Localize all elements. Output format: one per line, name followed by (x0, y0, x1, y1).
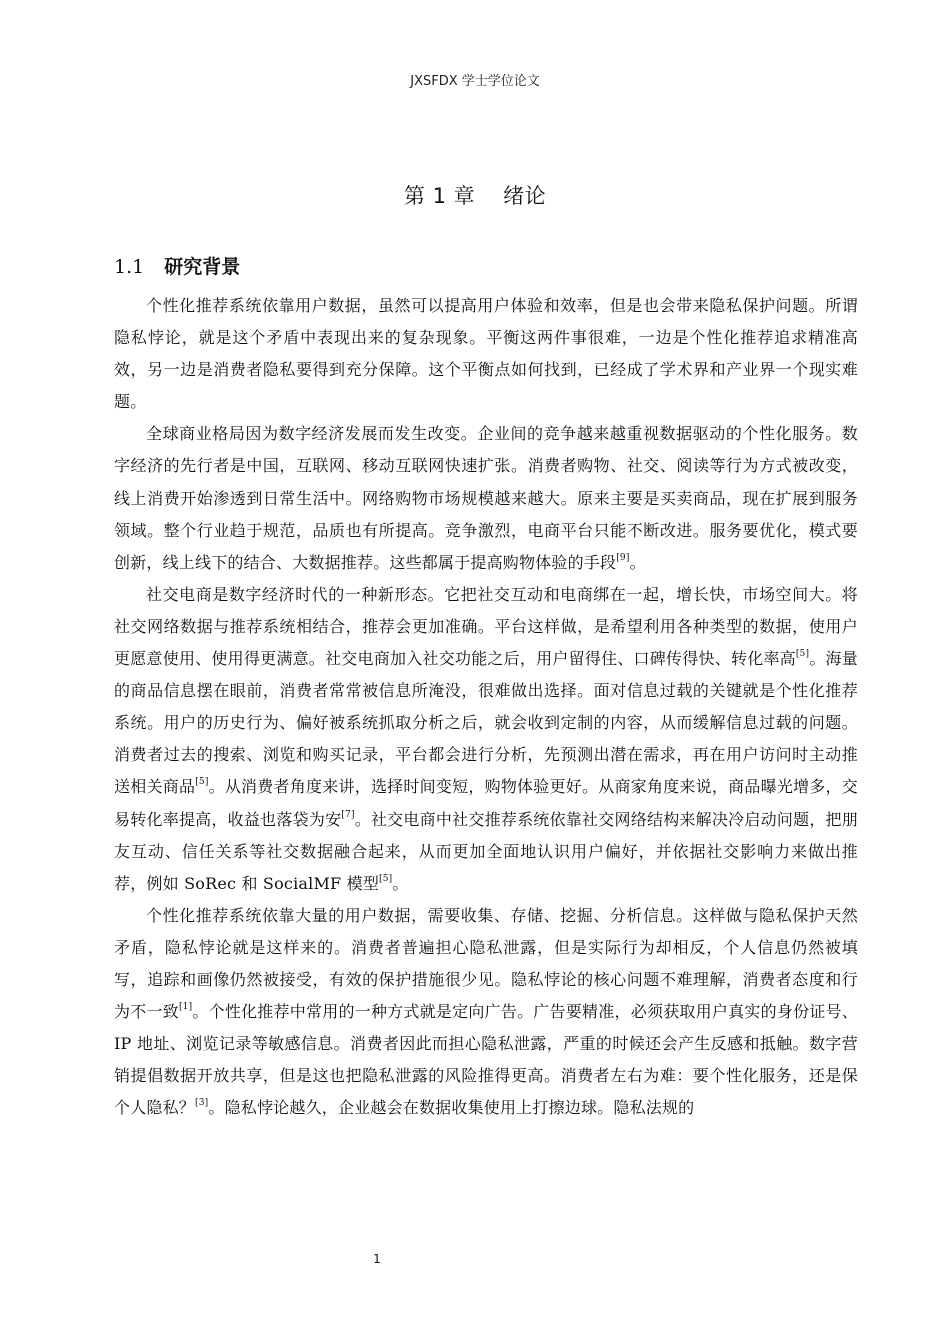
body-text (114, 290, 858, 1124)
citation-reference: [3] (195, 1098, 209, 1109)
citation-reference: [5] (195, 777, 209, 788)
paragraph-text: 。隐私悖论越久，企业越会在数据收集使用上打擦边球。隐私法规的 (208, 1098, 695, 1118)
paragraph-text: 。海量的商品信息摆在眼前，消费者常常被信息所淹没，很难做出选择。面对信息过载的关键就是个性化推荐系统。用户的历史行为、偏好被系统抓取分析之后，就会收到定制的内容，从而缓解信息过载的问题。消费者过去的搜索、浏览和购买记录，平台都会进行分析，先预测出潜在需求，再在用户访问时主动推送相关商品 (114, 649, 858, 797)
paragraph-text: 。社交电商中社交推荐系统依靠社交网络结构来解决冷启动问题，把朋友互动、信任关系等社交数据融合起来，从而更加全面地认识用户偏好，并依据社交影响力来做出推荐，例如 SoRec 和 SocialMF 模型 (114, 809, 858, 893)
citation-reference: [9] (616, 552, 630, 563)
section-heading (114, 252, 240, 279)
running-header: JXSFDX 学士学位论文 (410, 74, 540, 89)
paragraph-text: 全球商业格局因为数字经济发展而发生改变。企业间的竞争越来越重视数据驱动的个性化服务。数字经济的先行者是中国，互联网、移动互联网快速扩张。消费者购物、社交、阅读等行为方式被改变，线上消费开始渗透到日常生活中。网络购物市场规模越来越大。原来主要是买卖商品，现在扩展到服务领域。整个行业趋于规范，品质也有所提高。竞争激烈，电商平台只能不断改进。服务要优化，模式要创新，线上线下的结合、大数据推荐。这些都属于提高购物体验的手段 (114, 424, 858, 572)
body-paragraph (114, 579, 858, 900)
body-paragraph (114, 418, 858, 578)
citation-reference: [1] (178, 1002, 193, 1013)
section-number: 1.1 (114, 256, 145, 278)
paragraph-text: 社交电商是数字经济时代的一种新形态。它把社交互动和电商绑在一起，增长快，市场空间大。将社交网络数据与推荐系统相结合，推荐会更加准确。平台这样做，是希望利用各种类型的数据，使用户更愿意使用、使用得更满意。社交电商加入社交功能之后，用户留得住、口碑传得快、转化率高 (114, 584, 858, 669)
paragraph-text: 。 (629, 552, 646, 572)
paragraph-text: 个性化推荐系统依靠大量的用户数据，需要收集、存储、挖掘、分析信息。这样做与隐私保护天然矛盾，隐私悖论就是这样来的。消费者普遍担心隐私泄露，但是实际行为却相反，个人信息仍然被填写，追踪和画像仍然被接受，有效的保护措施很少见。隐私悖论的核心问题不难理解，消费者态度和行为不一致 (114, 905, 858, 1022)
section-title: 研究背景 (164, 256, 241, 278)
paragraph-text: 。从消费者角度来讲，选择时间变短，购物体验更好。从商家角度来说，商品曝光增多，交易转化率提高，收益也落袋为安 (114, 777, 858, 829)
paragraph-text: 。个性化推荐中常用的一种方式就是定向广告。广告要精准，必须获取用户真实的身份证号、IP 地址、浏览记录等敏感信息。消费者因此而担心隐私泄露，严重的时候还会产生反感和抵触。数字营销提倡数据开放共享，但是这也把隐私泄露的风险推得更高。消费者左右为难：要个性化服务，还是保个人隐私？ (114, 1002, 858, 1118)
citation-reference: [5] (795, 649, 810, 660)
chapter-label: 第 1 章 (403, 184, 476, 208)
body-paragraph (114, 290, 858, 418)
citation-reference: [5] (379, 873, 393, 884)
citation-reference: [7] (341, 809, 355, 820)
body-paragraph (114, 900, 858, 1125)
page-number: 1 (373, 1252, 381, 1266)
chapter-title (0, 180, 950, 210)
paragraph-text: 。 (392, 873, 409, 893)
chapter-name: 绪论 (503, 184, 547, 208)
paragraph-text: 个性化推荐系统依靠用户数据，虽然可以提高用户体验和效率，但是也会带来隐私保护问题。所谓隐私悖论，就是这个矛盾中表现出来的复杂现象。平衡这两件事很难，一边是个性化推荐追求精准高效，另一边是消费者隐私要得到充分保障。这个平衡点如何找到，已经成了学术界和产业界一个现实难题。 (114, 296, 858, 412)
